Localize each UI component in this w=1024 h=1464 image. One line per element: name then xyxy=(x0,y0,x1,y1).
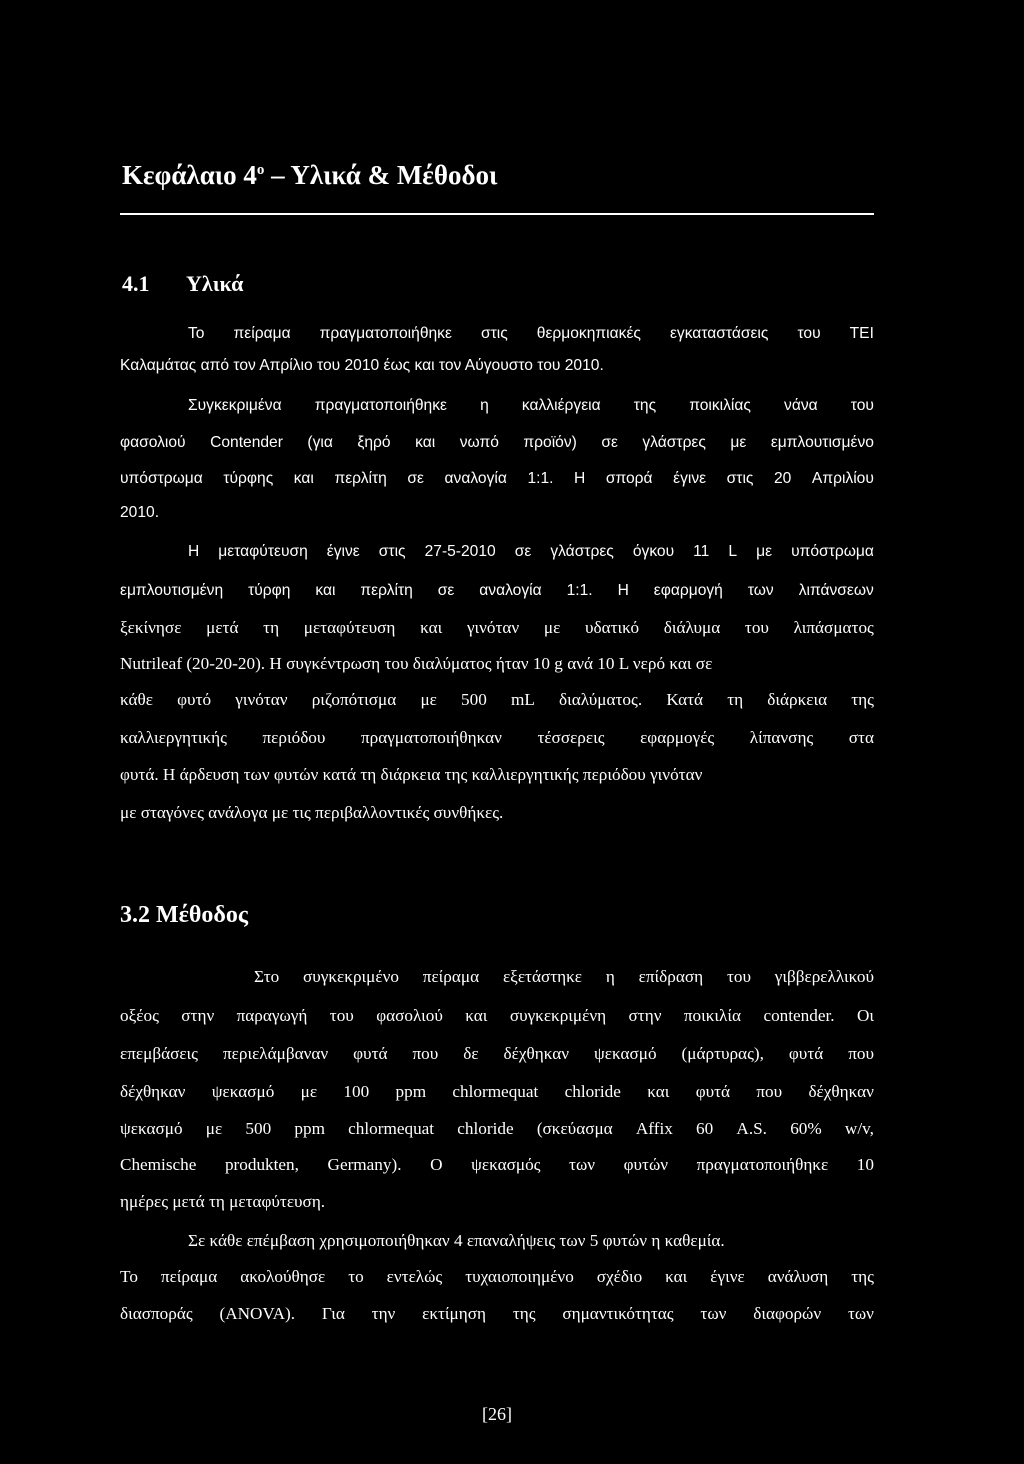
section-1-line-13: φυτά. Η άρδευση των φυτών κατά τη διάρκεια της καλλιεργητικής περιόδου γινόταν xyxy=(120,765,703,784)
chapter-title-prefix: Κεφάλαιο 4 xyxy=(122,160,257,190)
section-2-line-1: Στο συγκεκριμένο πείραμα εξετάστηκε η επίδραση του γιββερελλικού xyxy=(254,967,874,986)
heading-divider xyxy=(120,213,874,215)
section-1-line-5: υπόστρωμα τύρφης και περλίτη σε αναλογία 1:1. Η σπορά έγινε στις 20 Απριλίου xyxy=(120,470,874,487)
section-1-line-6: 2010. xyxy=(120,504,160,521)
section-1-title: Υλικά xyxy=(186,271,244,296)
section-1-line-2: Καλαμάτας από τον Απρίλιο του 2010 έως και τον Αύγουστο του 2010. xyxy=(120,357,604,374)
section-2-line-3: επεμβάσεις περιελάμβαναν φυτά που δε δέχθηκαν ψεκασμό (μάρτυρας), φυτά που xyxy=(120,1044,874,1063)
section-1-line-10: Nutrileaf (20-20-20). Η συγκέντρωση του διαλύματος ήταν 10 g ανά 10 L νερό και σε xyxy=(120,654,713,673)
section-1-number: 4.1 xyxy=(122,271,150,296)
section-2-line-4: δέχθηκαν ψεκασμό με 100 ppm chlormequat chloride και φυτά που δέχθηκαν xyxy=(120,1082,874,1101)
section-1-line-1: Το πείραμα πραγματοποιήθηκε στις θερμοκηπιακές εγκαταστάσεις του ΤΕΙ xyxy=(188,325,874,342)
section-1-line-12: καλλιεργητικής περιόδου πραγματοποιήθηκαν τέσσερεις εφαρμογές λίπανσης στα xyxy=(120,728,874,747)
section-2-line-10: διασποράς (ANOVA). Για την εκτίμηση της σημαντικότητας των διαφορών των xyxy=(120,1304,874,1323)
section-1-line-3: Συγκεκριμένα πραγματοποιήθηκε η καλλιέργεια της ποικιλίας νάνα του xyxy=(188,397,874,414)
chapter-title-superscript: ο xyxy=(256,162,265,178)
section-1-line-9: ξεκίνησε μετά τη μεταφύτευση και γινόταν με υδατικό διάλυμα του λιπάσματος xyxy=(120,618,874,637)
section-2-title: 3.2 Μέθοδος xyxy=(120,902,249,928)
section-1-line-11: κάθε φυτό γινόταν ριζοπότισμα με 500 mL διαλύματος. Κατά τη διάρκεια της xyxy=(120,690,874,709)
section-2-line-2: οξέος στην παραγωγή του φασολιού και συγκεκριμένη στην ποικιλία contender. Οι xyxy=(120,1006,874,1025)
section-2-line-5: ψεκασμό με 500 ppm chlormequat chloride (σκεύασμα Affix 60 A.S. 60% w/v, xyxy=(120,1119,874,1138)
section-2-line-6: Chemische produkten, Germany). Ο ψεκασμός των φυτών πραγματοποιήθηκε 10 xyxy=(120,1155,874,1174)
chapter-title-suffix: – Υλικά & Μέθοδοι xyxy=(264,160,498,190)
section-1-line-8: εμπλουτισμένη τύρφη και περλίτη σε αναλογία 1:1. Η εφαρμογή των λιπάνσεων xyxy=(120,582,874,599)
section-1-line-4: φασολιού Contender (για ξηρό και νωπό προϊόν) σε γλάστρες με εμπλουτισμένο xyxy=(120,434,874,451)
chapter-title xyxy=(122,160,497,191)
section-1-line-7: Η μεταφύτευση έγινε στις 27-5-2010 σε γλάστρες όγκου 11 L με υπόστρωμα xyxy=(188,543,874,560)
page-number: [26] xyxy=(482,1404,512,1424)
section-2-line-7: ημέρες μετά τη μεταφύτευση. xyxy=(120,1192,326,1211)
section-2-line-8: Σε κάθε επέμβαση χρησιμοποιήθηκαν 4 επαναλήψεις των 5 φυτών η καθεμία. xyxy=(188,1231,725,1250)
section-1-line-14: με σταγόνες ανάλογα με τις περιβαλλοντικές συνθήκες. xyxy=(120,803,504,822)
section-2-line-9: Το πείραμα ακολούθησε το εντελώς τυχαιοποιημένο σχέδιο και έγινε ανάλυση της xyxy=(120,1267,874,1286)
